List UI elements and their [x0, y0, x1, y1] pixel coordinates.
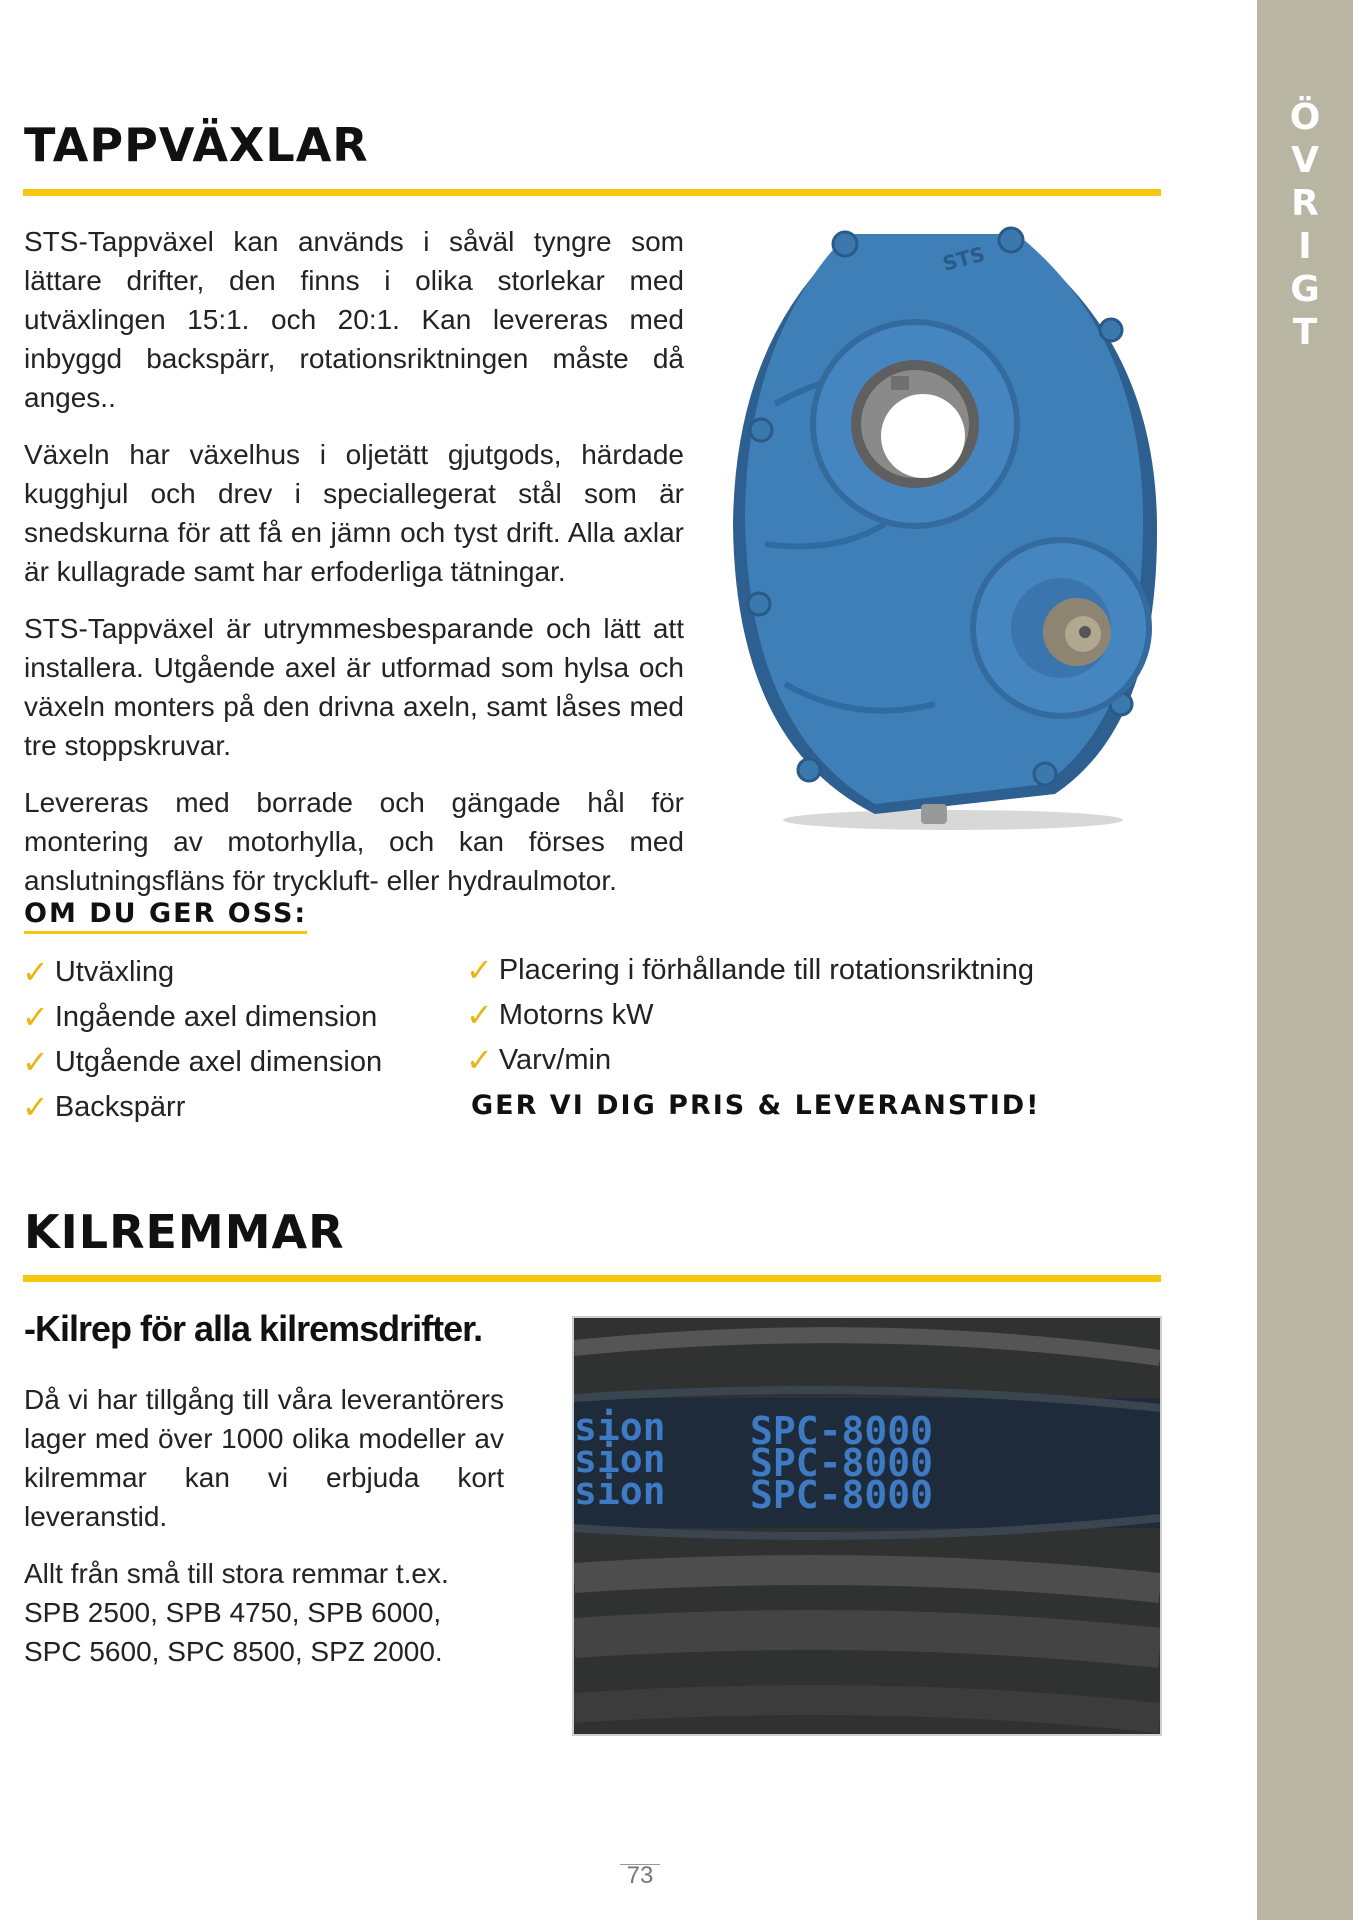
gearbox-embossed-logo: STS [940, 241, 988, 276]
list-item-label: Ingående axel dimension [54, 1001, 378, 1033]
checkmark-icon: ✓ [22, 999, 49, 1035]
side-tab-letter: I [1298, 226, 1312, 267]
list-item-label: Placering i förhållande till rotationsriktning [498, 954, 1034, 986]
belt-print-right: SPC-8000 [750, 1473, 934, 1517]
v-belt-illustration [574, 1318, 1160, 1734]
paragraph: Växeln har växelhus i oljetätt gjutgods, härdade kugghjul och drev i speciallegerat stål som är snedskurna för att få en jämn och tyst drift. Alla axlar är kullagrade samt har erfoderliga tätningar. [24, 439, 684, 587]
requirements-list-right [466, 948, 1034, 1083]
belt-print-right: SPC-8000 [750, 1409, 934, 1453]
list-item-label: Utväxling [54, 956, 175, 988]
checkmark-icon: ✓ [466, 952, 493, 988]
list-item [466, 1038, 1034, 1083]
kilremmar-description [24, 1380, 504, 1689]
belt-print-left: sion [574, 1469, 666, 1513]
v-belt-photo [572, 1316, 1162, 1736]
page-number: 73 [626, 1862, 654, 1889]
section-divider [23, 189, 1161, 196]
checkmark-icon: ✓ [22, 1089, 49, 1125]
list-item-label: Utgående axel dimension [54, 1046, 383, 1078]
gearbox-photo [725, 224, 1165, 832]
section-divider [23, 1275, 1161, 1282]
side-tab-letter: V [1291, 140, 1319, 181]
section-title-kilremmar: KILREMMAR [24, 1205, 345, 1259]
list-item [466, 948, 1034, 993]
requirements-list-left [22, 950, 382, 1130]
side-tab-label [1257, 96, 1353, 354]
list-item [466, 993, 1034, 1038]
side-tab-letter: G [1290, 269, 1320, 310]
checkmark-icon: ✓ [22, 1044, 49, 1080]
paragraph: Levereras med borrade och gängade hål för montering av motorhylla, och kan förses med anslutningsfläns för tryckluft- eller hydraulmotor. [24, 787, 684, 896]
checkmark-icon: ✓ [22, 954, 49, 990]
paragraph: Allt från små till stora remmar t.ex. SPB 2500, SPB 4750, SPB 6000, SPC 5600, SPC 8500, SPZ 2000. [24, 1558, 449, 1667]
checkmark-icon: ✓ [466, 997, 493, 1033]
gearbox-illustration [725, 224, 1165, 832]
section-title-tappvaxlar: TAPPVÄXLAR [24, 118, 369, 172]
list-item [22, 995, 382, 1040]
list-item [22, 1040, 382, 1085]
list-item-label: Varv/min [498, 1044, 612, 1076]
list-item-label: Backspärr [54, 1091, 186, 1123]
call-to-action: GER VI DIG PRIS & LEVERANSTID! [471, 1090, 1041, 1121]
list-item [22, 1085, 382, 1130]
checkmark-icon: ✓ [466, 1042, 493, 1078]
paragraph: STS-Tappväxel är utrymmesbesparande och lätt att installera. Utgående axel är utformad som hylsa och växeln monters på den drivna axeln, samt låses med tre stoppskruvar. [24, 613, 684, 761]
kilremmar-tagline: -Kilrep för alla kilremsdrifter. [24, 1308, 483, 1349]
belt-print-right: SPC-8000 [750, 1441, 934, 1485]
belt-print-left: sion [574, 1437, 666, 1481]
side-tab-letter: R [1291, 183, 1319, 224]
tappvaxlar-description [24, 222, 684, 918]
paragraph: STS-Tappväxel kan används i såväl tyngre som lättare drifter, den finns i olika storlekar med utväxlingen 15:1. och 20:1. Kan levereras med inbyggd backspärr, rotationsriktningen måste då anges.. [24, 226, 684, 413]
side-tab-letter: T [1292, 312, 1318, 353]
list-item [22, 950, 382, 995]
paragraph: Då vi har tillgång till våra leverantörers lager med över 1000 olika modeller av kilremmar kan vi erbjuda kort leveranstid. [24, 1384, 504, 1532]
side-tab [1257, 0, 1353, 1920]
belt-print-left: sion [574, 1405, 666, 1449]
side-tab-letter: Ö [1289, 97, 1321, 138]
order-info-heading: OM DU GER OSS: [24, 898, 307, 934]
list-item-label: Motorns kW [498, 999, 654, 1031]
